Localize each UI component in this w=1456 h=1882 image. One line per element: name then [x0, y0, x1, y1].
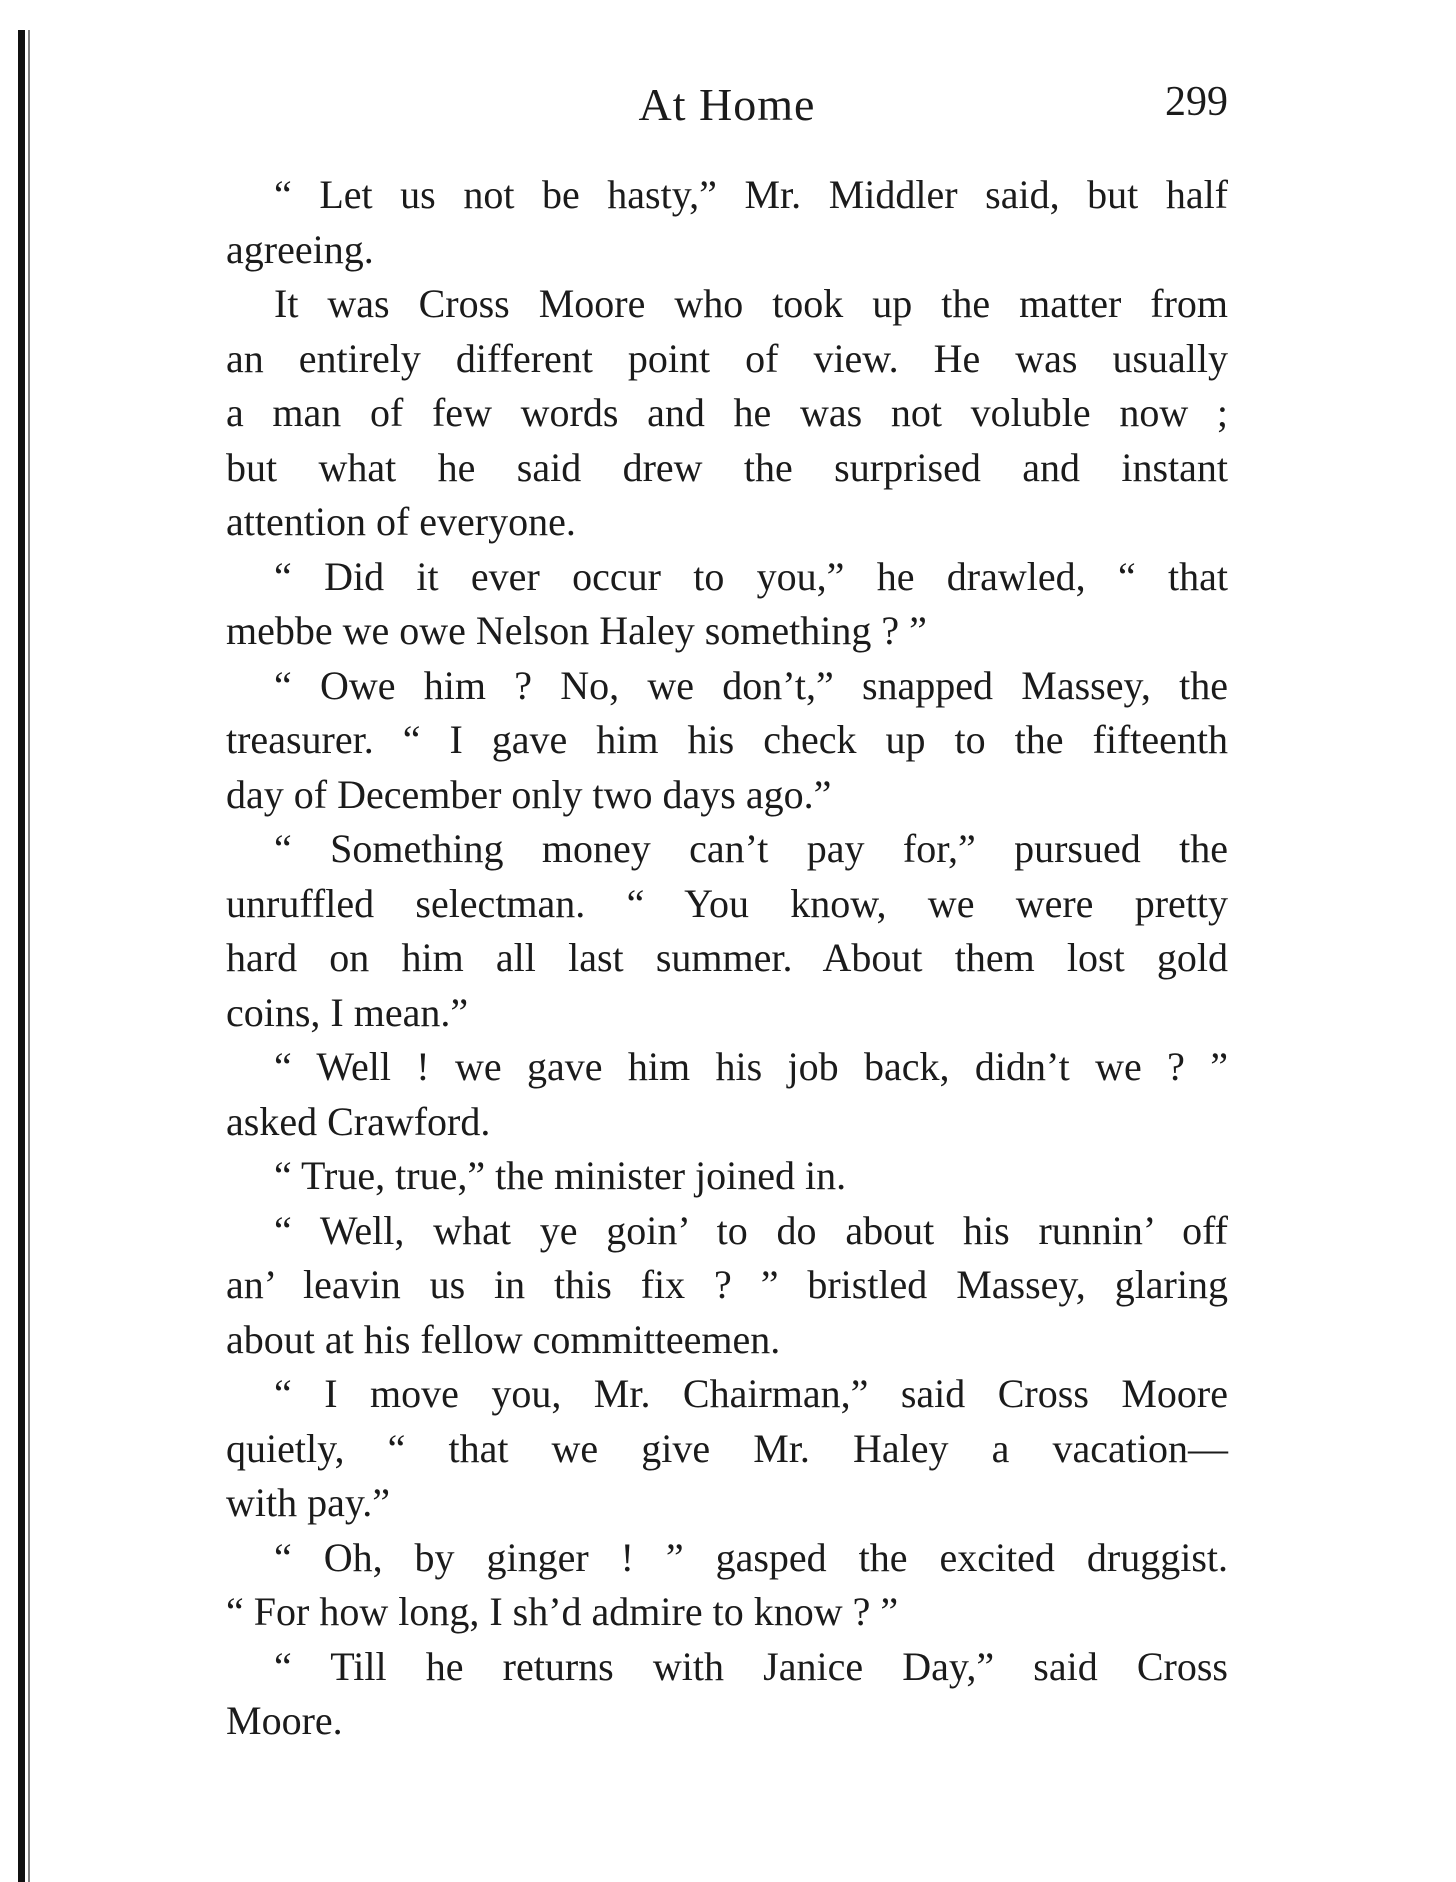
page-number: 299: [1165, 79, 1228, 125]
text-line: Moore.: [226, 1698, 343, 1743]
text-line: about at his fellow committeemen.: [226, 1316, 781, 1362]
running-head: At Home: [638, 79, 816, 130]
text-line: “ Something money can’t pay for,” pursued the: [274, 826, 1228, 871]
text-line: treasurer. “ I gave him his check up to the fifteenth: [226, 717, 1228, 762]
page-binding-edge: [18, 30, 25, 1882]
text-line: day of December only two days ago.”: [226, 771, 832, 817]
text-line: quietly, “ that we give Mr. Haley a vacation—: [226, 1425, 1228, 1471]
text-line: an entirely different point of view. He was usually: [226, 335, 1228, 381]
text-line: “ Till he returns with Janice Day,” said Cross: [274, 1643, 1228, 1689]
text-line: “ Well ! we gave him his job back, didn’t we ? ”: [274, 1044, 1228, 1089]
text-line: attention of everyone.: [226, 499, 576, 544]
text-line: coins, I mean.”: [226, 989, 469, 1035]
text-line: agreeing.: [226, 226, 374, 272]
text-line: hard on him all last summer. About them lost gold: [226, 935, 1228, 980]
text-line: unruffled selectman. “ You know, we were pretty: [226, 880, 1228, 926]
text-line: “ Did it ever occur to you,” he drawled, “ that: [274, 553, 1228, 599]
text-line: It was Cross Moore who took up the matter from: [274, 281, 1228, 326]
page-binding-shadow: [28, 30, 30, 1882]
text-line: an’ leavin us in this fix ? ” bristled Massey, glaring: [226, 1262, 1228, 1307]
text-line: asked Crawford.: [226, 1098, 491, 1144]
text-line: “ Well, what ye goin’ to do about his runnin’ off: [274, 1207, 1228, 1253]
body-text: [226, 168, 1228, 1749]
page-header: [226, 78, 1228, 138]
text-line: “ True, true,” the minister joined in.: [274, 1153, 847, 1198]
text-line: a man of few words and he was not voluble now ;: [226, 390, 1228, 435]
text-line: “ Owe him ? No, we don’t,” snapped Massey, the: [274, 662, 1228, 708]
text-line: “ I move you, Mr. Chairman,” said Cross Moore: [274, 1371, 1228, 1416]
text-line: mebbe we owe Nelson Haley something ? ”: [226, 608, 927, 653]
text-line: “ For how long, I sh’d admire to know ? ”: [226, 1589, 899, 1634]
text-line: “ Oh, by ginger ! ” gasped the excited druggist.: [274, 1534, 1228, 1580]
text-line: with pay.”: [226, 1480, 391, 1525]
text-line: “ Let us not be hasty,” Mr. Middler said, but half: [274, 172, 1228, 217]
text-line: but what he said drew the surprised and instant: [226, 444, 1228, 490]
